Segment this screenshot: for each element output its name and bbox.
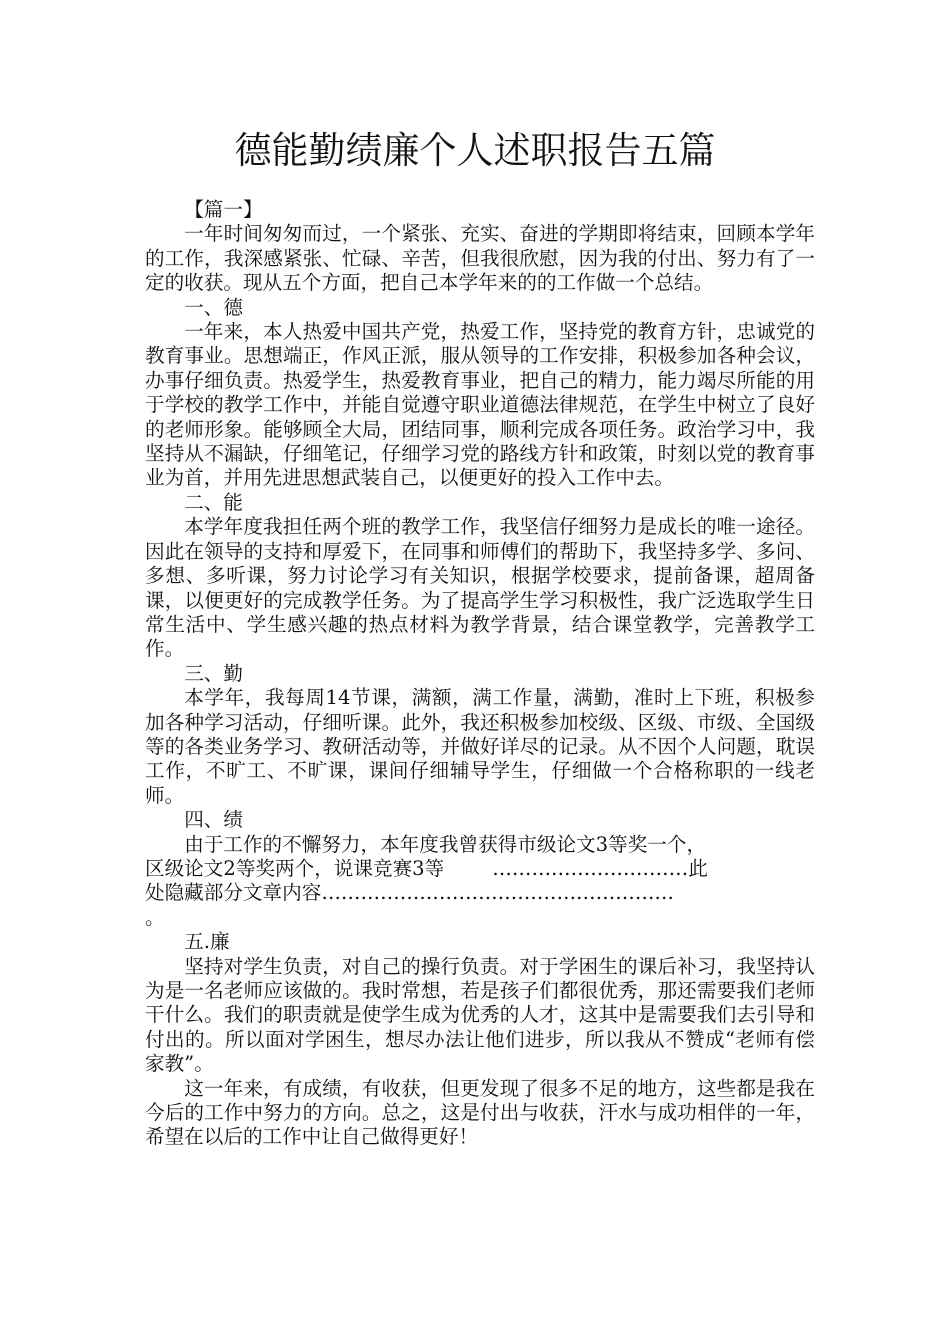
heading-ji: 四、绩 [184,808,243,832]
paragraph-conclusion: 这一年来，有成绩，有收获，但更发现了很多不足的地方，这些都是我在今后的工作中努力的方向。总之，这是付出与收获，汗水与成功相伴的一年，希望在以后的工作中让自己做得更好！ [145,1076,815,1149]
paragraph-neng: 本学年度我担任两个班的教学工作，我坚信仔细努力是成长的唯一途径。因此在领导的支持和厚爱下，在同事和师傅们的帮助下，我坚持多学、多问、多想、多听课，努力讨论学习有关知识，根据学校要求，提前备课，超周备课，以便更好的完成教学任务。为了提高学生学习积极性，我广泛选取学生日常生活中、学生感兴趣的热点材料为教学背景，结合课堂教学，完善教学工作。 [145,515,815,661]
heading-lian: 五.廉 [184,930,230,954]
heading-qin: 三、勤 [184,661,243,685]
paragraph-lian: 坚持对学生负责，对自己的操行负责。对于学困生的课后补习，我坚持认为是一名老师应该做的。我时常想，若是孩子们都很优秀，那还需要我们老师干什么。我们的职责就是使学生成为优秀的人才，这其中是需要我们去引导和付出的。所以面对学困生，想尽办法让他们进步，所以我从不赞成“老师有偿家教”。 [145,954,815,1076]
section-tag: 【篇一】 [184,198,263,221]
paragraph-ji-line2 [145,857,815,881]
intro-paragraph: 一年时间匆匆而过，一个紧张、充实、奋进的学期即将结束，回顾本学年的工作，我深感紧张、忙碌、辛苦，但我很欣慰，因为我的付出、努力有了一定的收获。现从五个方面，把自己本学年来的的工作做一个总结。 [145,222,815,295]
heading-neng: 二、能 [184,490,243,514]
document-title: 德能勤绩廉个人述职报告五篇 [234,129,716,172]
hidden-content-marker: …………………………此 [492,856,708,880]
heading-de: 一、德 [184,295,243,319]
document-body [145,198,815,1150]
paragraph-de: 一年来，本人热爱中国共产党，热爱工作，坚持党的教育方针，忠诚党的教育事业。思想端正，作风正派，服从领导的工作安排，积极参加各种会议，办事仔细负责。热爱学生，热爱教育事业，把自己的精力，能力竭尽所能的用于学校的教学工作中，并能自觉遵守职业道德法律规范，在学生中树立了良好的老师形象。能够顾全大局，团结同事，顺利完成各项任务。政治学习中，我坚持从不漏缺，仔细笔记，仔细学习党的路线方针和政策，时刻以党的教育事业为首，并用先进思想武装自己，以便更好的投入工作中去。 [145,320,815,490]
paragraph-ji-line1: 由于工作的不懈努力，本年度我曾获得市级论文3等奖一个， [184,832,707,856]
hidden-content-notice: 处隐藏部分文章内容……………………………………………… [145,881,675,905]
paragraph-ji-end: 。 [145,905,165,929]
paragraph-ji-line2-text: 区级论文2等奖两个，说课竞赛3等 [145,856,445,880]
paragraph-qin: 本学年，我每周14节课，满额，满工作量，满勤，准时上下班，积极参加各种学习活动，仔细听课。此外，我还积极参加校级、区级、市级、全国级等的各类业务学习、教研活动等，并做好详尽的记录。从不因个人问题，耽误工作，不旷工、不旷课，课间仔细辅导学生，仔细做一个合格称职的一线老师。 [145,686,815,807]
